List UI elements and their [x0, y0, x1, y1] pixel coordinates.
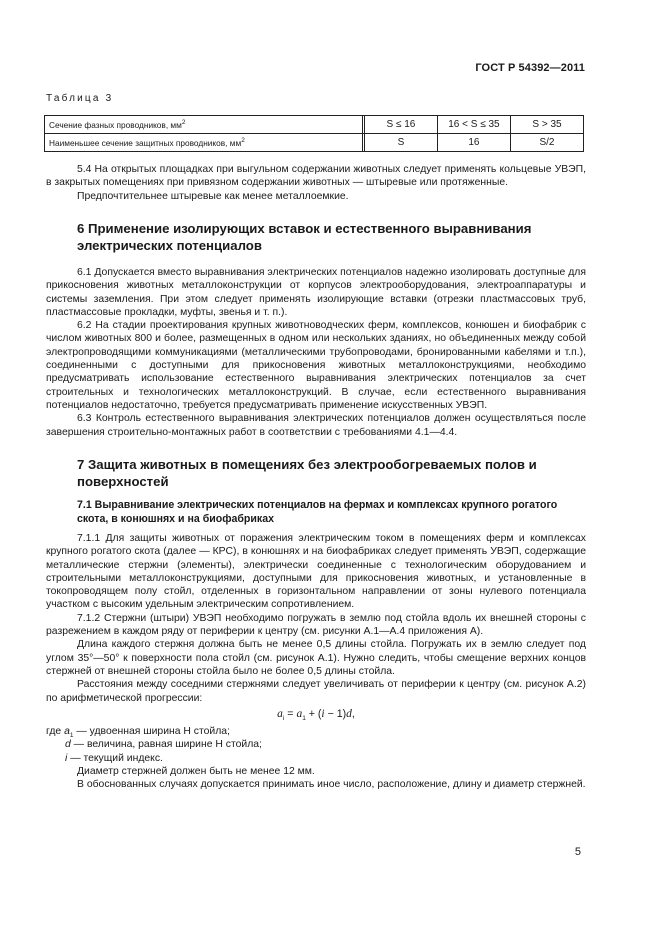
paragraph: Диаметр стержней должен быть не менее 12 мм.	[77, 766, 315, 778]
paragraph: Предпочтительнее штыревые как менее металлоемкие.	[77, 190, 349, 202]
table-cell-label: Наименьшее сечение защитных проводников, $мм^2$	[45, 134, 363, 152]
table-cell: S/2	[510, 134, 583, 152]
section-6-heading: 6 Применение изолирующих вставок и естественного выравнивания электрических потенциалов	[77, 221, 532, 253]
paragraph: 5.4 На открытых площадках при выгульном содержании животных следует применять кольцевые УВЭП, в закрытых помещениях при привязном содержании животных — штыревые или протяженные.	[46, 164, 586, 189]
table-cell: 16 < S ≤ 35	[437, 116, 510, 134]
paragraph: 6.3 Контроль естественного выравнивания электрических потенциалов должен осуществляться после завершения строительно-монтажных работ в соответствии с требованиями 4.1—4.4.	[46, 413, 586, 438]
paragraph: 7.1.2 Стержни (штыри) УВЭП необходимо погружать в землю под стойла вдоль их внешней стороны с разрежением в каждом ряду от периферии к центру (см. рисунки А.1—А.4 приложения А).	[46, 612, 586, 638]
section-7-body	[46, 532, 586, 792]
table-cell: S > 35	[510, 116, 583, 134]
formula-definitions	[46, 725, 586, 765]
table-3	[44, 115, 584, 152]
progression-formula: $a_i = a_1 + (i - 1)d$,	[277, 707, 355, 722]
section-7-heading: 7 Защита животных в помещениях без электрообогреваемых полов и поверхностей	[77, 457, 537, 489]
paragraph: В обоснованных случаях допускается принимать иное число, расположение, длину и диаметр стержней.	[77, 779, 586, 791]
table-cell: 16	[437, 134, 510, 152]
table-cell: S ≤ 16	[364, 116, 437, 134]
paragraph: 7.1.1 Для защиты животных от поражения электрическим током в помещениях ферм и комплексах крупного рогатого скота (далее — КРС), в конюшнях и на биофабриках следует применять УВЭП, содержащие металлические стержни (элементы), электрически соединенные с технологическим оборудованием и строительными металлоконструкциями, доступными для прикосновения животных, и установленные в токопроводящем полу стойл, отделенных в горизонтальном направлении от зоны нулевого потенциала участком с высоким удельным электрическим сопротивлением.	[46, 533, 586, 611]
section-6-body	[46, 266, 586, 439]
paragraph: 6.2 На стадии проектирования крупных животноводческих ферм, комплексов, конюшен и биофабрик с числом животных 800 и более, размещенных в одном или нескольких зданиях, но объединенных между собой электропроводящими коммуникациями (металлическими трубопроводами, бронированными кабелями и т.п.), соединенными с доступными для прикосновения животных металлоконструкциями, необходимо предусматривать использование естественного выравнивания электрических потенциалов за счет строительных и технологических металлоконструкций. В случае, если естественного выравнивания потенциалов недостаточно, требуется предусматривать применение искусственных УВЭП.	[46, 320, 586, 411]
subsection-7-1-heading: 7.1 Выравнивание электрических потенциалов на фермах и комплексах крупного рогатого скота, в конюшнях и на биофабриках	[77, 499, 558, 525]
table-cell: S	[364, 134, 437, 152]
definition-d: d — величина, равная ширине Н стойла;	[65, 739, 262, 751]
section-5-4	[46, 163, 586, 203]
paragraph: Длина каждого стержня должна быть не менее 0,5 длины стойла. Погружать их в землю следует под углом 35°—50° к поверхности пола стойл (см. рисунок А.1). Нужно следить, чтобы смещение верхних концов стержней от внешней стороны стойла было не более 0,5 длины стойла.	[46, 639, 586, 677]
table-caption: Таблица 3	[46, 93, 114, 104]
table-row	[45, 134, 584, 152]
paragraph: Расстояния между соседними стержнями следует увеличивать от периферии к центру (см. рисунок А.2) по арифметической прогрессии:	[46, 679, 586, 704]
page-number: 5	[574, 846, 581, 858]
table-cell-label: Сечение фазных проводников, $мм^2$	[45, 116, 363, 134]
definition-a1: где $a_1$ — удвоенная ширина Н стойла;	[46, 726, 230, 740]
paragraph: 6.1 Допускается вместо выравнивания электрических потенциалов надежно изолировать доступные для прикосновения животных металлоконструкции от корпусов электрооборудования, электроаппаратуры и системы заземления. При этом следует применять изолирующие вставки (отрезки пластмассовых труб, пластмассовые прокладки, муфты, звенья и т. п.).	[46, 267, 586, 318]
definition-i: i — текущий индекс.	[65, 752, 163, 764]
standard-header: ГОСТ Р 54392—2011	[475, 62, 585, 74]
table-row	[45, 116, 584, 134]
